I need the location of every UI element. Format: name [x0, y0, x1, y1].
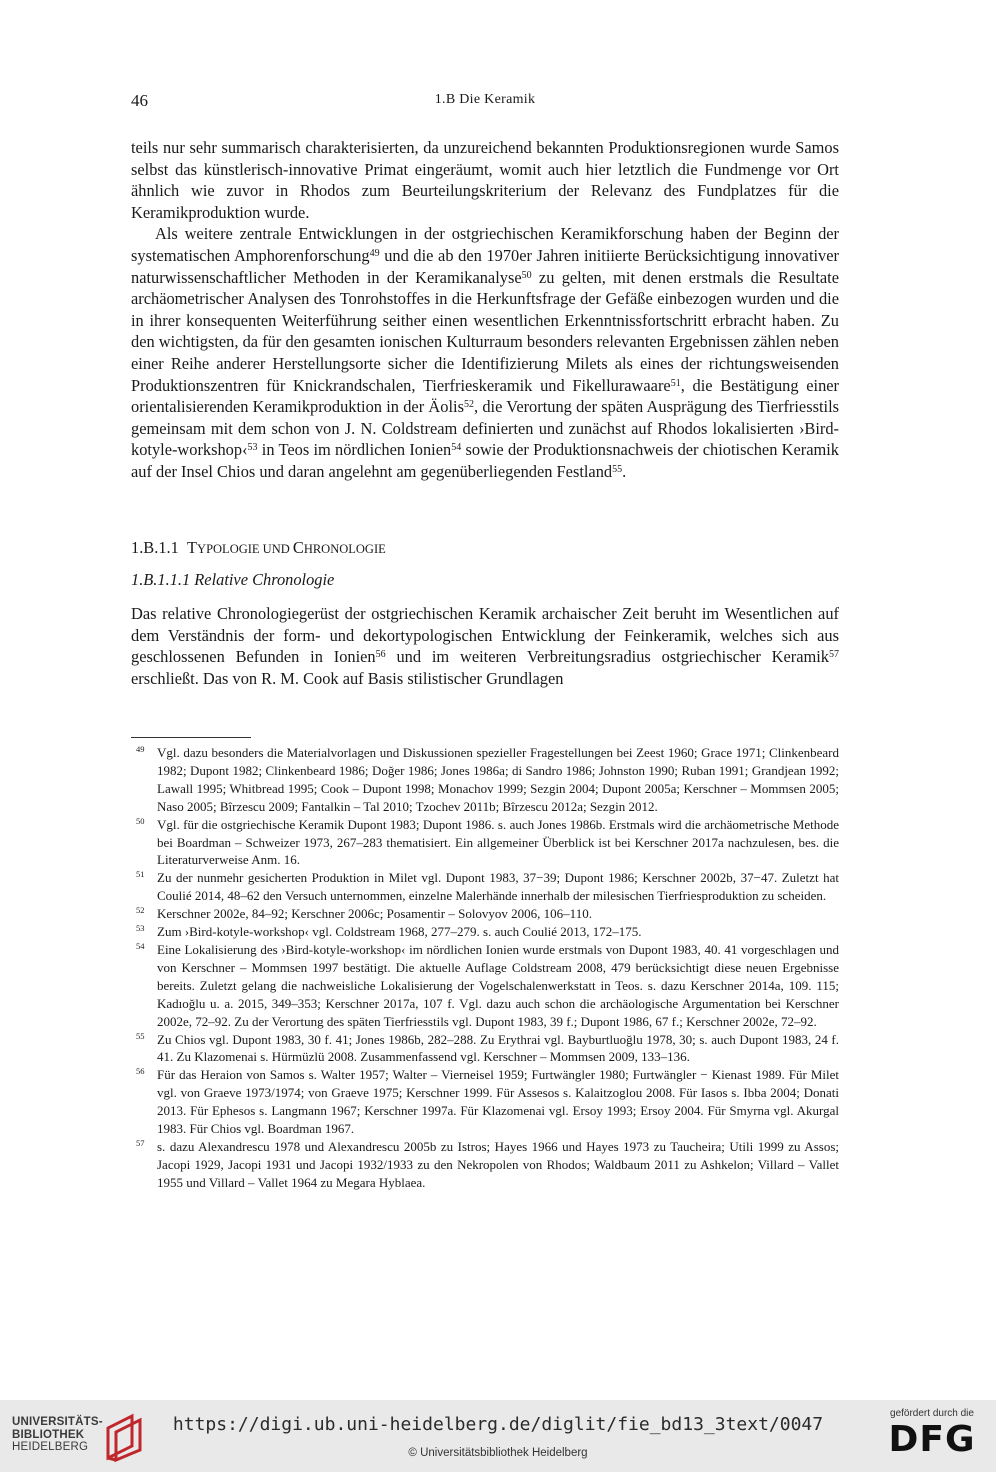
- permalink-url[interactable]: https://digi.ub.uni-heidelberg.de/diglit/fie_bd13_3text/0047: [172, 1414, 824, 1435]
- footnote-49: 49 Vgl. dazu besonders die Materialvorlagen und Diskussionen spezieller Fragestellungen bei Zeest 1960; Grace 1971; Clinkenbeard 1982; Dupont 1982; Clinkenbeard 1986; Doğer 1986; Jones 1986a; di Sandro 1986; Johnston 1990; Ruban 1991; Grandjean 1992; Lawall 1995; Whitbread 1995; Cook – Dupont 1998; Monachov 1999; Sezgin 2004; Dupont 2005a; Kerschner – Mommsen 2005; Naso 2005; Bîrzescu 2009; Fantalkin – Tal 2010; Tzochev 2011b; Bîrzescu 2012a; Sezgin 2012.: [136, 744, 839, 814]
- subsection-heading: 1.B.1.1.1 Relative Chronologie: [131, 570, 335, 589]
- body-text-2: [131, 603, 839, 689]
- paragraph-2: Als weitere zentrale Entwicklungen in der ostgriechischen Keramikforschung haben der Beginn der systematischen Amphorenforschung$^{49}$ und die ab den 1970er Jahren initiierte Berücksichtigung innovativer naturwissenschaftlicher Methoden in der Keramikanalyse$^{50}$ zu gelten, mit denen erstmals die Resultate archäometrischer Analysen des Tonrohstoffes in die Herkunftsfrage der Gefäße einbezogen wurden und die in ihrer konsequenten Weiterführung seither einen wesentlichen Erkenntnissfortschritt erbracht haben. Zu den wichtigsten, da für den gesamten ionischen Kulturraum besonders relevanten Ergebnissen zählen neben einer Reihe anderer Herstellungsorte sicher die Identifizierung Milets als eines der richtungsweisenden Produktionszentren für Knickrandschalen, Tierfrieskeramik und Fikellurawaare$^{51}$, die Bestätigung einer orientalisierenden Keramikproduktion in der Äolis$^{52}$, die Verortung der späten Ausprägung des Tierfriesstils gemeinsam mit dem schon von J. N. Coldstream definierten und zunächst auf Rhodos lokalisierten ›Bird-kotyle-workshop‹$^{53}$ in Teos im nördlichen Ionien$^{54}$ sowie der Produktionsnachweis der chiotischen Keramik auf der Insel Chios und daran angelehnt am gegenüberliegenden Festland$^{55}$.: [131, 224, 840, 481]
- library-name-line-3: HEIDELBERG: [12, 1441, 89, 1453]
- body-text: [131, 137, 839, 483]
- footnote-ref-50[interactable]: 50: [521, 269, 532, 281]
- footnote-ref-49[interactable]: 49: [369, 247, 380, 259]
- dfg-mark: DFG: [888, 1419, 976, 1460]
- paragraph-3: Das relative Chronologiegerüst der ostgriechischen Keramik archaischer Zeit beruht im Wesentlichen auf dem Verständnis der form- und dekortypologischen Entwicklung der Feinkeramik, welches sich aus geschlossenen Befunden in Ionien$^{56}$ und im weiteren Verbreitungsradius ostgriechischer Keramik$^{57}$ erschließt. Das von R. M. Cook auf Basis stilistischer Grundlagen: [131, 604, 839, 688]
- page-header: [131, 91, 839, 113]
- footnote-ref-53[interactable]: 53: [247, 442, 258, 454]
- section-number: 1.B.1.1: [131, 538, 179, 557]
- footnote-ref-57[interactable]: 57: [829, 649, 839, 661]
- footnote-53: 53 Zum ›Bird-kotyle-workshop‹ vgl. Coldstream 1968, 277–279. s. auch Coulié 2013, 172–175.: [136, 923, 642, 940]
- footnote-ref-51[interactable]: 51: [670, 377, 681, 389]
- footnote-54: 54 Eine Lokalisierung des ›Bird-kotyle-workshop‹ im nördlichen Ionien wurde erstmals von Dupont 1983, 40. 41 vorgeschlagen und von Kerschner – Mommsen 1997 bestätigt. Die aktuelle Auflage Coldstream 2008, 479 berücksichtigt diese neuen Ergebnisse bereits. Zuletzt gelang die nachweisliche Lokalisierung der Vogelschalenwerkstatt in Teos. s. dazu Kerschner 2014a, 109. 115; Kadıoğlu u. a. 2015, 349–353; Kerschner 2017a, 107 f. Vgl. dazu auch schon die archäologische Argumentation bei Kerschner 2002e, 72–92. Zu der Verortung des späten Tierfriesstils vgl. Dupont 1983, 39 f.; Dupont 1986, 67 f.; Kerschner 2002e, 72–92.: [136, 940, 839, 1029]
- footnote-ref-54[interactable]: 54: [451, 442, 462, 454]
- footnote-50: 50 Vgl. für die ostgriechische Keramik Dupont 1983; Dupont 1986. s. auch Jones 1986b. Erstmals wird die archäometrische Methode bei Boardman – Schweizer 1973, 267–283 thematisiert. Ein allgemeiner Überblick ist bei Kerschner 2017a nachzulesen, bes. die Literaturverweise Anm. 16.: [136, 815, 839, 868]
- footnote-57: 57 s. dazu Alexandrescu 1978 und Alexandrescu 2005b zu Istros; Hayes 1966 und Hayes 1973 zu Taucheira; Utili 1999 zu Assos; Jacopi 1929, Jacopi 1931 und Jacopi 1932/1933 zu den Nekropolen von Rhodos; Waldbaum 2011 zu Ashkelon; Villard – Vallet 1955 und Villard – Vallet 1964 zu Megara Hyblaea.: [136, 1137, 839, 1190]
- footnote-ref-52[interactable]: 52: [463, 399, 474, 411]
- section-title: TYPOLOGIE UND CHRONOLOGIE: [187, 538, 386, 557]
- footnote-52: 52 Kerschner 2002e, 84–92; Kerschner 2006c; Posamentir – Solovyov 2006, 106–110.: [136, 905, 592, 922]
- page-number: 46: [131, 91, 148, 110]
- library-name-line-2: BIBLIOTHEK: [12, 1428, 85, 1441]
- footnote-51: 51 Zu der nunmehr gesicherten Produktion in Milet vgl. Dupont 1983, 37−39; Dupont 1986; Kerschner 2002b, 37−47. Zuletzt hat Coulié 2014, 48–62 den Versuch unternommen, einzelne Malerhände innerhalb der milesischen Tierfriesproduktion zu scheiden.: [136, 869, 839, 904]
- running-title: 1.B Die Keramik: [434, 92, 536, 107]
- viewer-footer: [0, 1400, 996, 1472]
- library-name-line-1: UNIVERSITÄTS-: [12, 1416, 103, 1428]
- footnote-56: 56 Für das Heraion von Samos s. Walter 1957; Walter – Vierneisel 1959; Furtwängler 1980; Furtwängler − Kienast 1989. Für Milet vgl. von Graeve 1973/1974; von Graeve 1975; Kerschner 1999. Für Assesos s. Kalaitzoglou 2008. Für Iasos s. Ibba 2004; Donati 2013. Für Ephesos s. Langmann 1967; Kerschner 1997a. Für Klazomenai vgl. Ersoy 1993; Ersoy 2004. Für Smyrna vgl. Akurgal 1983. Für Chios vgl. Boardman 1967.: [136, 1066, 839, 1137]
- footnote-ref-55[interactable]: 55: [612, 463, 623, 475]
- dfg-logo[interactable]: [882, 1408, 982, 1466]
- footnotes: [131, 744, 839, 1192]
- paragraph-1: teils nur sehr summarisch charakterisierten, da unzureichend bekannten Produktionsregionen wurde Samos selbst das künstlerisch-innovative Primat eingeräumt, womit auch hier letztlich die Fundmenge vor Ort ähnlich wie zuvor in Rhodos zum Beurteilungskriterium der Relevanz des Fundplatzes für die Keramikproduktion wurde.: [131, 138, 839, 222]
- footnote-ref-56[interactable]: 56: [375, 649, 386, 661]
- footnote-55: 55 Zu Chios vgl. Dupont 1983, 30 f. 41; Jones 1986b, 282–288. Zu Erythrai vgl. Bayburtluoğlu 1978, 30; s. auch Dupont 1983, 24 f. 41. Zu Klazomenai s. Hürmüzlü 2008. Zusammenfassend vgl. Kerschner – Mommsen 2009, 133–136.: [136, 1030, 839, 1065]
- footnote-divider: [131, 737, 251, 738]
- funded-by-label: gefördert durch die: [890, 1408, 974, 1419]
- section-heading: [131, 538, 386, 558]
- copyright-notice: © Universitätsbibliothek Heidelberg: [408, 1447, 588, 1459]
